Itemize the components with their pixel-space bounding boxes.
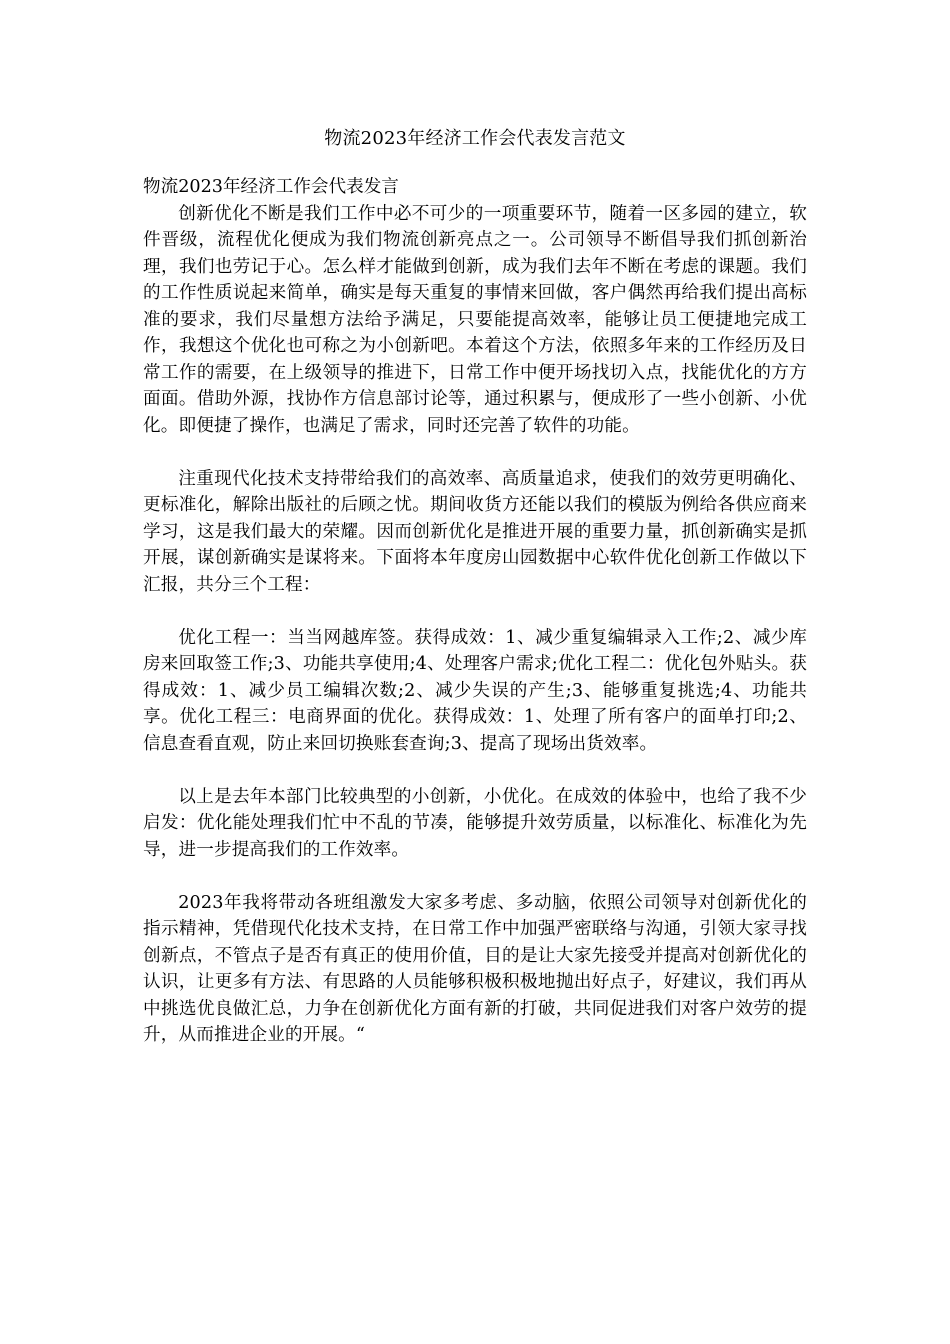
paragraph-innovation-intro: 创新优化不断是我们工作中必不可少的一项重要环节，随着一区多园的建立，软件晋级，流程优化便成为我们物流创新亮点之一。公司领导不断倡导我们抓创新治理，我们也劳记于心。怎么样才能做到创新，成为我们去年不断在考虑的课题。我们的工作性质说起来简单，确实是每天重复的事情来回做，客户偶然再给我们提出高标准的要求，我们尽量想方法给予满足，只要能提高效率，能够让员工便捷地完成工作，我想这个优化也可称之为小创新吧。本着这个方法，依照多年来的工作经历及日常工作的需要，在上级领导的推进下，日常工作中便开场找切入点，找能优化的方方面面。借助外源，找协作方信息部讨论等，通过积累与，便成形了一些小创新、小优化。即便捷了操作，也满足了需求，同时还完善了软件的功能。 bbox=[143, 203, 807, 436]
paragraph-optimization-projects: 优化工程一：当当网越库签。获得成效：1、减少重复编辑录入工作;2、减少库房来回取签工作;3、功能共享使用;4、处理客户需求;优化工程二：优化包外贴头。获得成效：1、减少员工编辑次数;2、减少失误的产生;3、能够重复挑选;4、功能共享。优化工程三：电商界面的优化。获得成效：1、处理了所有客户的面单打印;2、信息查看直观，防止来回切换账套查询;3、提高了现场出货效率。 bbox=[143, 627, 807, 754]
document-body bbox=[143, 174, 807, 1075]
document-title: 物流2023年经济工作会代表发言范文 bbox=[324, 128, 626, 149]
speech-subheading: 物流2023年经济工作会代表发言 bbox=[143, 177, 399, 197]
paragraph-next-year-plan: 2023年我将带动各班组激发大家多考虑、多动脑，依照公司领导对创新优化的指示精神，凭借现代化技术支持，在日常工作中加强严密联络与沟通，引领大家寻找创新点，不管点子是否有真正的使用价值，目的是让大家先接受并提高对创新优化的认识，让更多有方法、有思路的人员能够积极积极地抛出好点子，好建议，我们再从中挑选优良做汇总，力争在创新优化方面有新的打破，共同促进我们对客户效劳的提升，从而推进企业的开展。“ bbox=[143, 892, 807, 1045]
paragraph-technology-support: 注重现代化技术支持带给我们的高效率、高质量追求，使我们的效劳更明确化、更标准化，解除出版社的后顾之忧。期间收货方还能以我们的模版为例给各供应商来学习，这是我们最大的荣耀。因而创新优化是推进开展的重要力量，抓创新确实是抓开展，谋创新确实是谋将来。下面将本年度房山园数据中心软件优化创新工作做以下汇报，共分三个工程： bbox=[143, 468, 807, 595]
paragraph-summary: 以上是去年本部门比较典型的小创新，小优化。在成效的体验中，也给了我不少启发：优化能处理我们忙中不乱的节凑，能够提升效劳质量，以标准化、标准化为先导，进一步提高我们的工作效率。 bbox=[143, 786, 807, 860]
